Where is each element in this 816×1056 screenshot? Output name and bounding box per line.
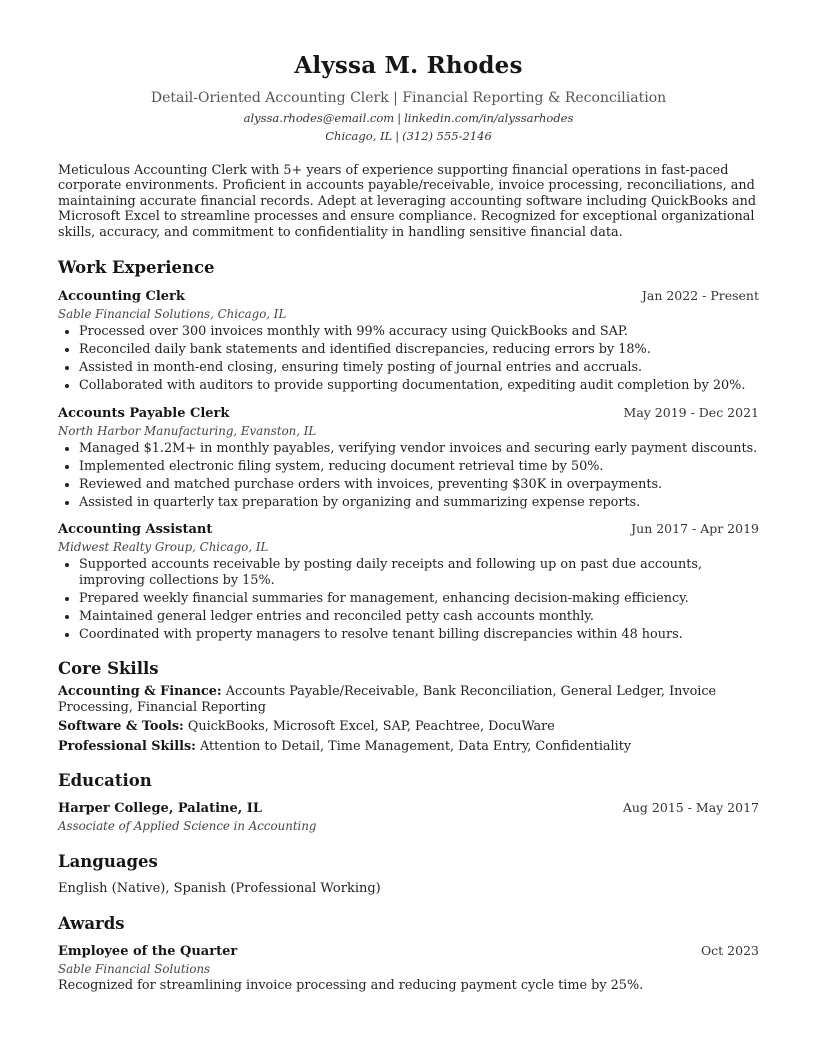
skill-value: QuickBooks, Microsoft Excel, SAP, Peachtree, DocuWare xyxy=(187,719,555,735)
professional-summary: Meticulous Accounting Clerk with 5+ years of experience supporting financial operations in fast-paced corporate environments. Proficient in accounts payable/receivable, invoice processing, reconciliations, and maintaining accurate financial records. Adept at leveraging accounting software including QuickBooks and Microsoft Excel to streamline processes and ensure compliance. Recognized for exceptional organizational skills, accuracy, and commitment to confidentiality in handling sensitive financial data. xyxy=(58,163,757,240)
job-bullets xyxy=(58,324,759,394)
award-entry xyxy=(58,942,759,994)
skill-line xyxy=(58,719,759,735)
section-title-awards: Awards xyxy=(58,914,125,934)
job-header xyxy=(58,520,759,539)
section-title-work-experience: Work Experience xyxy=(58,258,215,278)
job-bullet: • Collaborated with auditors to provide supporting documentation, expediting audit completion by 20%. xyxy=(79,378,759,394)
email-link[interactable]: alyssa.rhodes@email.com xyxy=(243,111,395,125)
job-entry xyxy=(58,287,759,394)
job-bullet: • Managed $1.2M+ in monthly payables, verifying vendor invoices and securing early payment discounts. xyxy=(79,441,759,457)
job-bullet: • Assisted in quarterly tax preparation by organizing and summarizing expense reports. xyxy=(79,495,759,511)
skill-line xyxy=(58,684,759,715)
job-dates: Jun 2017 - Apr 2019 xyxy=(631,521,759,537)
education-entry xyxy=(58,799,759,835)
degree: Associate of Applied Science in Accounting xyxy=(58,819,317,834)
contact-line-1 xyxy=(58,110,759,126)
job-header xyxy=(58,287,759,306)
job-bullet: • Processed over 300 invoices monthly with 99% accuracy using QuickBooks and SAP. xyxy=(79,324,759,340)
job-company: Sable Financial Solutions, Chicago, IL xyxy=(58,307,287,322)
job-bullet: • Prepared weekly financial summaries for management, enhancing decision-making efficiency. xyxy=(79,591,759,607)
section-title-education: Education xyxy=(58,771,152,791)
skills-section xyxy=(58,658,759,754)
education-dates: Aug 2015 - May 2017 xyxy=(622,800,759,816)
job-title: Accounts Payable Clerk xyxy=(58,405,230,421)
school-name: Harper College, Palatine, IL xyxy=(58,801,263,817)
contact-separator: | xyxy=(397,111,402,125)
job-bullet: • Reviewed and matched purchase orders with invoices, preventing $30K in overpayments. xyxy=(79,477,759,493)
skill-label: Software & Tools: xyxy=(58,719,184,735)
award-name: Employee of the Quarter xyxy=(58,944,238,960)
award-organization: Sable Financial Solutions xyxy=(58,962,211,977)
linkedin-link[interactable]: linkedin.com/in/alyssarhodes xyxy=(404,111,574,125)
skill-value: Accounts Payable/Receivable, Bank Reconciliation, General Ledger, Invoice Processing, Financial Reporting xyxy=(58,684,717,715)
education-header xyxy=(58,799,759,818)
job-title: Accounting Assistant xyxy=(58,522,213,538)
job-bullet: • Implemented electronic filing system, reducing document retrieval time by 50%. xyxy=(79,459,759,475)
job-header xyxy=(58,404,759,423)
job-bullet: • Maintained general ledger entries and reconciled petty cash accounts monthly. xyxy=(79,609,759,625)
languages-section xyxy=(58,851,759,897)
job-dates: Jan 2022 - Present xyxy=(641,288,759,304)
languages-text: English (Native), Spanish (Professional Working) xyxy=(58,881,381,897)
job-bullet: • Supported accounts receivable by posting daily receipts and following up on past due accounts, improving collections by 15%. xyxy=(79,557,759,588)
contact-line-2 xyxy=(58,128,759,144)
job-bullets xyxy=(58,557,759,642)
job-dates: May 2019 - Dec 2021 xyxy=(623,404,759,420)
contact-separator: | xyxy=(395,129,400,143)
skill-label: Professional Skills: xyxy=(58,738,196,754)
job-title: Accounting Clerk xyxy=(58,289,185,305)
job-bullet: • Coordinated with property managers to resolve tenant billing discrepancies within 48 hours. xyxy=(79,627,759,643)
skill-value: Attention to Detail, Time Management, Data Entry, Confidentiality xyxy=(199,738,632,754)
awards-section xyxy=(58,913,759,994)
job-bullet: • Reconciled daily bank statements and identified discrepancies, reducing errors by 18%. xyxy=(79,342,759,358)
job-company: Midwest Realty Group, Chicago, IL xyxy=(58,540,269,555)
location: Chicago, IL xyxy=(325,129,393,143)
job-company: North Harbor Manufacturing, Evanston, IL xyxy=(58,423,317,438)
job-bullet: • Assisted in month-end closing, ensuring timely posting of journal entries and accruals. xyxy=(79,360,759,376)
job-entry xyxy=(58,404,759,511)
section-title-core-skills: Core Skills xyxy=(58,659,159,679)
education-section xyxy=(58,770,759,835)
resume-page xyxy=(58,50,759,994)
section-title-languages: Languages xyxy=(58,852,158,872)
phone: (312) 555-2146 xyxy=(402,129,492,143)
headline: Detail-Oriented Accounting Clerk | Financial Reporting & Reconciliation xyxy=(150,90,667,106)
skill-line xyxy=(58,739,759,755)
job-entry xyxy=(58,520,759,642)
award-header xyxy=(58,942,759,961)
award-date: Oct 2023 xyxy=(700,943,759,959)
award-description: Recognized for streamlining invoice processing and reducing payment cycle time by 25%. xyxy=(58,978,644,994)
candidate-name: Alyssa M. Rhodes xyxy=(294,52,523,79)
skill-label: Accounting & Finance: xyxy=(58,684,222,700)
job-bullets xyxy=(58,441,759,511)
